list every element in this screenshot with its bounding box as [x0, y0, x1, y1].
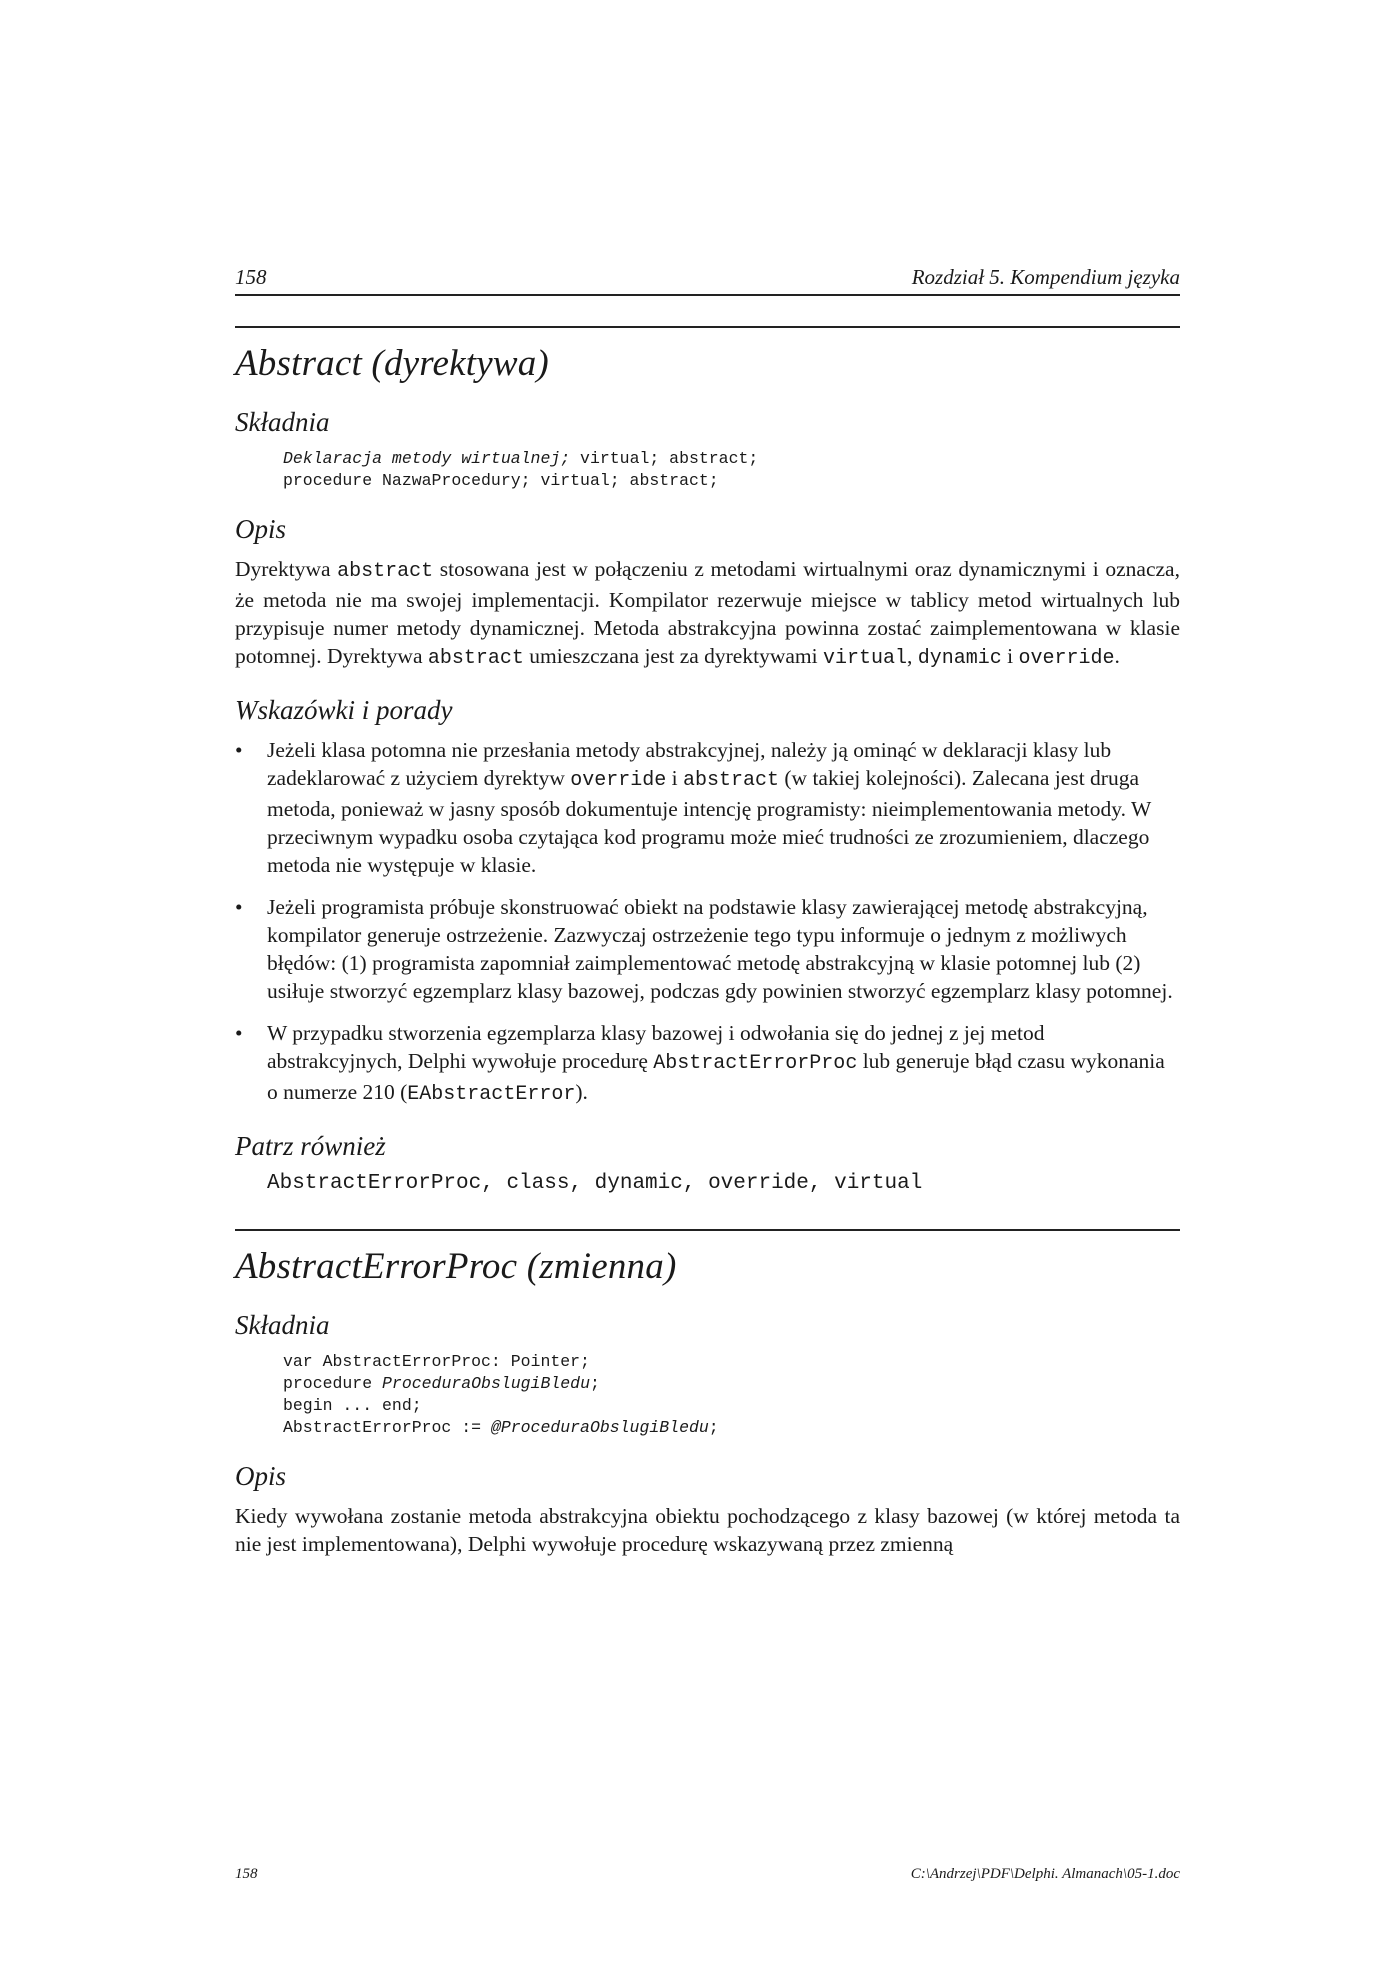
syntax-heading: Składnia — [235, 407, 330, 437]
code-line: var AbstractErrorProc: Pointer; — [283, 1352, 590, 1371]
inline-code: abstract — [427, 647, 524, 670]
code-line: begin ... end; — [283, 1396, 422, 1415]
description-heading: Opis — [235, 514, 287, 544]
tips-heading: Wskazówki i porady — [235, 695, 453, 725]
inline-code: abstract — [683, 769, 780, 792]
bullet-icon: • — [235, 1021, 243, 1045]
description-paragraph: Dyrektywa abstract stosowana jest w połączeniu z metodami wirtualnymi oraz dynamicznymi i oznacza, że metoda nie ma swojej implementacji. Kompilator rezerwuje miejsce w tablicy metod wirtualnych lub przypisuje numer metody dynamicznej. Metoda abstrakcyjna powinna zostać zaimplementowana w klasie potomnej. Dyrektywa abstract umieszczana jest za dyrektywami virtual, dynamic i override. — [235, 557, 1180, 670]
entry-divider — [235, 1229, 1180, 1231]
list-item: • Jeżeli programista próbuje skonstruować obiekt na podstawie klasy zawierającej metodę abstrakcyjną, kompilator generuje ostrzeżenie. Zazwyczaj ostrzeżenie tego typu informuje o jednym z możliwych błędów: (1) programista zapomniał zaimplementować metodę abstrakcyjną w klasie potomnej lub (2) usiłuje stworzyć egzemplarz klasy bazowej, podczas gdy powinien stworzyć egzemplarz klasy potomnej. — [235, 895, 1173, 1003]
inline-code: abstract — [337, 560, 434, 583]
syntax-code-block — [283, 448, 1180, 492]
header-chapter-title: Rozdział 5. Kompendium języka — [911, 265, 1180, 289]
description-heading: Opis — [235, 1461, 287, 1491]
inline-code: virtual — [822, 647, 907, 670]
description-paragraph: Kiedy wywołana zostanie metoda abstrakcyjna obiektu pochodzącego z klasy bazowej (w której metoda ta nie jest implementowana), Delphi wywołuje procedurę wskazywaną przez zmienną — [235, 1504, 1180, 1556]
code-line: procedure NazwaProcedury; virtual; abstract; — [283, 471, 719, 490]
footer-file-path: C:\Andrzej\PDF\Delphi. Almanach\05-1.doc — [910, 1866, 1180, 1882]
see-also-heading: Patrz również — [235, 1131, 386, 1161]
list-item: • W przypadku stworzenia egzemplarza klasy bazowej i odwołania się do jednej z jej metod abstrakcyjnych, Delphi wywołuje procedurę AbstractErrorProc lub generuje błąd czasu wykonania o numerze 210 (EAbstractError). — [235, 1021, 1165, 1106]
see-also-list: AbstractErrorProc, class, dynamic, override, virtual — [267, 1172, 923, 1195]
inline-code: override — [570, 769, 667, 792]
footer-page-number: 158 — [235, 1866, 258, 1882]
inline-code: AbstractErrorProc — [653, 1052, 858, 1075]
entry-divider — [235, 326, 1180, 328]
inline-code: EAbstractError — [407, 1083, 576, 1106]
page-content — [235, 265, 1180, 1558]
inline-code: dynamic — [917, 647, 1002, 670]
running-head — [235, 265, 1180, 296]
tips-list — [235, 736, 1180, 1109]
list-item: • Jeżeli klasa potomna nie przesłania metody abstrakcyjnej, należy ją ominąć w deklaracji klasy lub zadeklarować z użyciem dyrektyw override i abstract (w takiej kolejności). Zalecana jest druga metoda, ponieważ w jasny sposób dokumentuje intencję programisty: nieimplementowania metody. W przeciwnym wypadku osoba czytająca kod programu może mieć trudności ze zrozumieniem, dlaczego metoda nie występuje w klasie. — [235, 738, 1151, 877]
bullet-icon: • — [235, 895, 243, 919]
bullet-icon: • — [235, 738, 243, 762]
code-fragment: Deklaracja metody wirtualnej; — [283, 449, 571, 468]
syntax-code-block: var AbstractErrorProc: Pointer; procedure ProceduraObslugiBledu; begin ... end; AbstractErrorProc := @ProceduraObslugiBledu; — [283, 1352, 719, 1437]
page-footer — [235, 1866, 1180, 1883]
syntax-heading: Składnia — [235, 1310, 330, 1340]
code-fragment: virtual; abstract; — [570, 449, 759, 468]
inline-code: override — [1018, 647, 1115, 670]
entry-title-abstracterrorproc: AbstractErrorProc (zmienna) — [235, 1246, 677, 1287]
entry-title-abstract: Abstract (dyrektywa) — [235, 343, 549, 384]
header-page-number: 158 — [235, 265, 267, 289]
